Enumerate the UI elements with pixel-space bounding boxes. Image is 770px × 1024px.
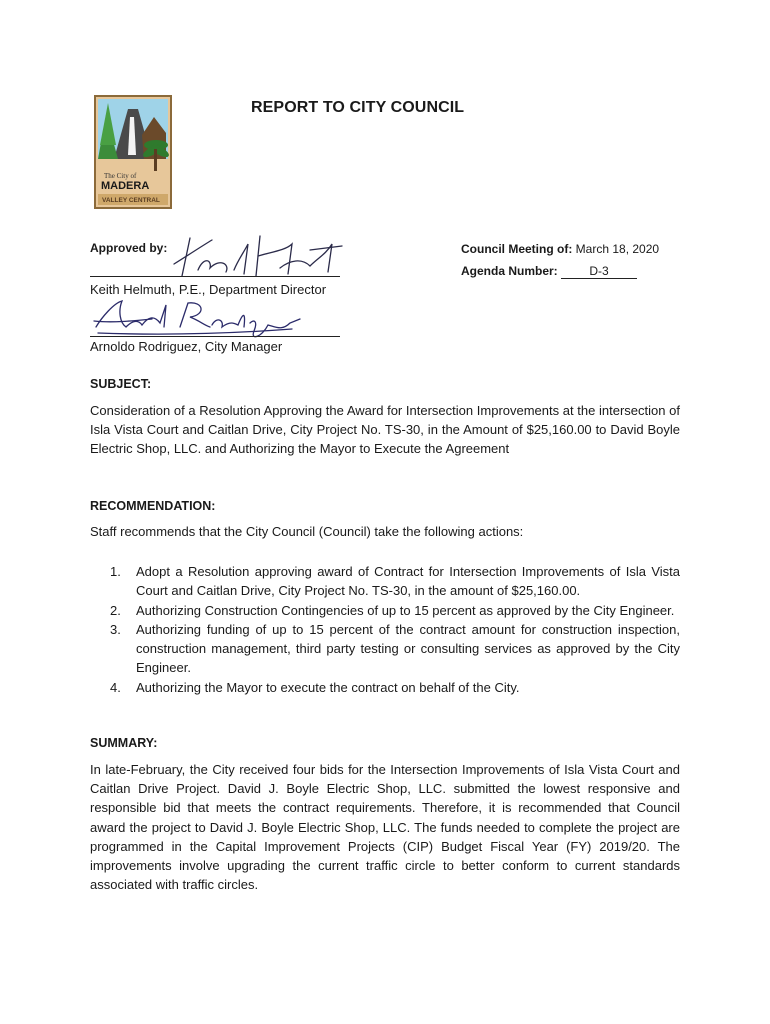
agenda-number-label: Agenda Number: xyxy=(461,264,558,278)
agenda-number-value: D-3 xyxy=(561,265,637,279)
recommendation-heading: RECOMMENDATION: xyxy=(90,499,216,513)
logo-text-valley: VALLEY CENTRAL xyxy=(102,197,160,204)
director-name: Keith Helmuth, P.E., Department Director xyxy=(90,282,327,297)
city-of-madera-logo xyxy=(94,95,172,209)
subject-heading: SUBJECT: xyxy=(90,377,152,391)
summary-text: In late-February, the City received four bids for the Intersection Improvements of Isla Vista Court and Caitlan Drive Project. David J. Boyle Electric Shop, LLC. submitted the lowest responsive and responsible bid that meets the contract requirements. Therefore, it is recommended that Council award the project to David J. Boyle Electric Shop, LLC. The funds needed to complete the project are programmed in the Capital Improvement Projects (CIP) Budget Fiscal Year (FY) 2019/20. The improvements involve upgrading the current traffic circle to better conform to current standards associated with traffic circles. xyxy=(90,762,680,893)
list-item: 2. Authorizing Construction Contingencies of up to 15 percent as approved by the City Engineer. xyxy=(110,602,675,618)
summary-heading: SUMMARY: xyxy=(90,736,158,750)
list-item: 3. Authorizing funding of up to 15 percent of the contract amount for construction inspection, construction management, third party testing or consulting services as approved by the City Engineer. xyxy=(110,621,680,676)
manager-signature-line xyxy=(90,336,340,337)
director-signature-line xyxy=(90,276,340,277)
approved-by-label: Approved by: xyxy=(90,241,168,255)
recommendation-list xyxy=(110,562,680,697)
subject-text: Consideration of a Resolution Approving the Award for Intersection Improvements at the intersection of Isla Vista Court and Caitlan Drive, City Project No. TS-30, in the Amount of $25,160.00 to David Boyle Electric Shop, LLC. and Authorizing the Mayor to Execute the Agreement xyxy=(90,403,680,457)
council-meeting-date xyxy=(461,242,659,256)
list-item: 4. Authorizing the Mayor to execute the contract on behalf of the City. xyxy=(110,679,520,695)
council-meeting-value: March 18, 2020 xyxy=(575,242,660,256)
logo-text-madera: MADERA xyxy=(101,180,150,192)
manager-name: Arnoldo Rodriguez, City Manager xyxy=(90,339,283,354)
recommendation-intro: Staff recommends that the City Council (Council) take the following actions: xyxy=(90,524,524,539)
manager-signature xyxy=(92,297,302,341)
logo-text-city: The City of xyxy=(104,172,137,180)
agenda-number xyxy=(461,264,637,279)
list-item: 1. Adopt a Resolution approving award of Contract for Intersection Improvements of Isla Vista Court and Caitlan Drive, City Project No. TS-30, in the amount of $25,160.00. xyxy=(110,564,680,599)
director-signature xyxy=(160,230,345,280)
page-title: REPORT TO CITY COUNCIL xyxy=(251,99,465,116)
council-meeting-label: Council Meeting of: xyxy=(461,242,573,256)
